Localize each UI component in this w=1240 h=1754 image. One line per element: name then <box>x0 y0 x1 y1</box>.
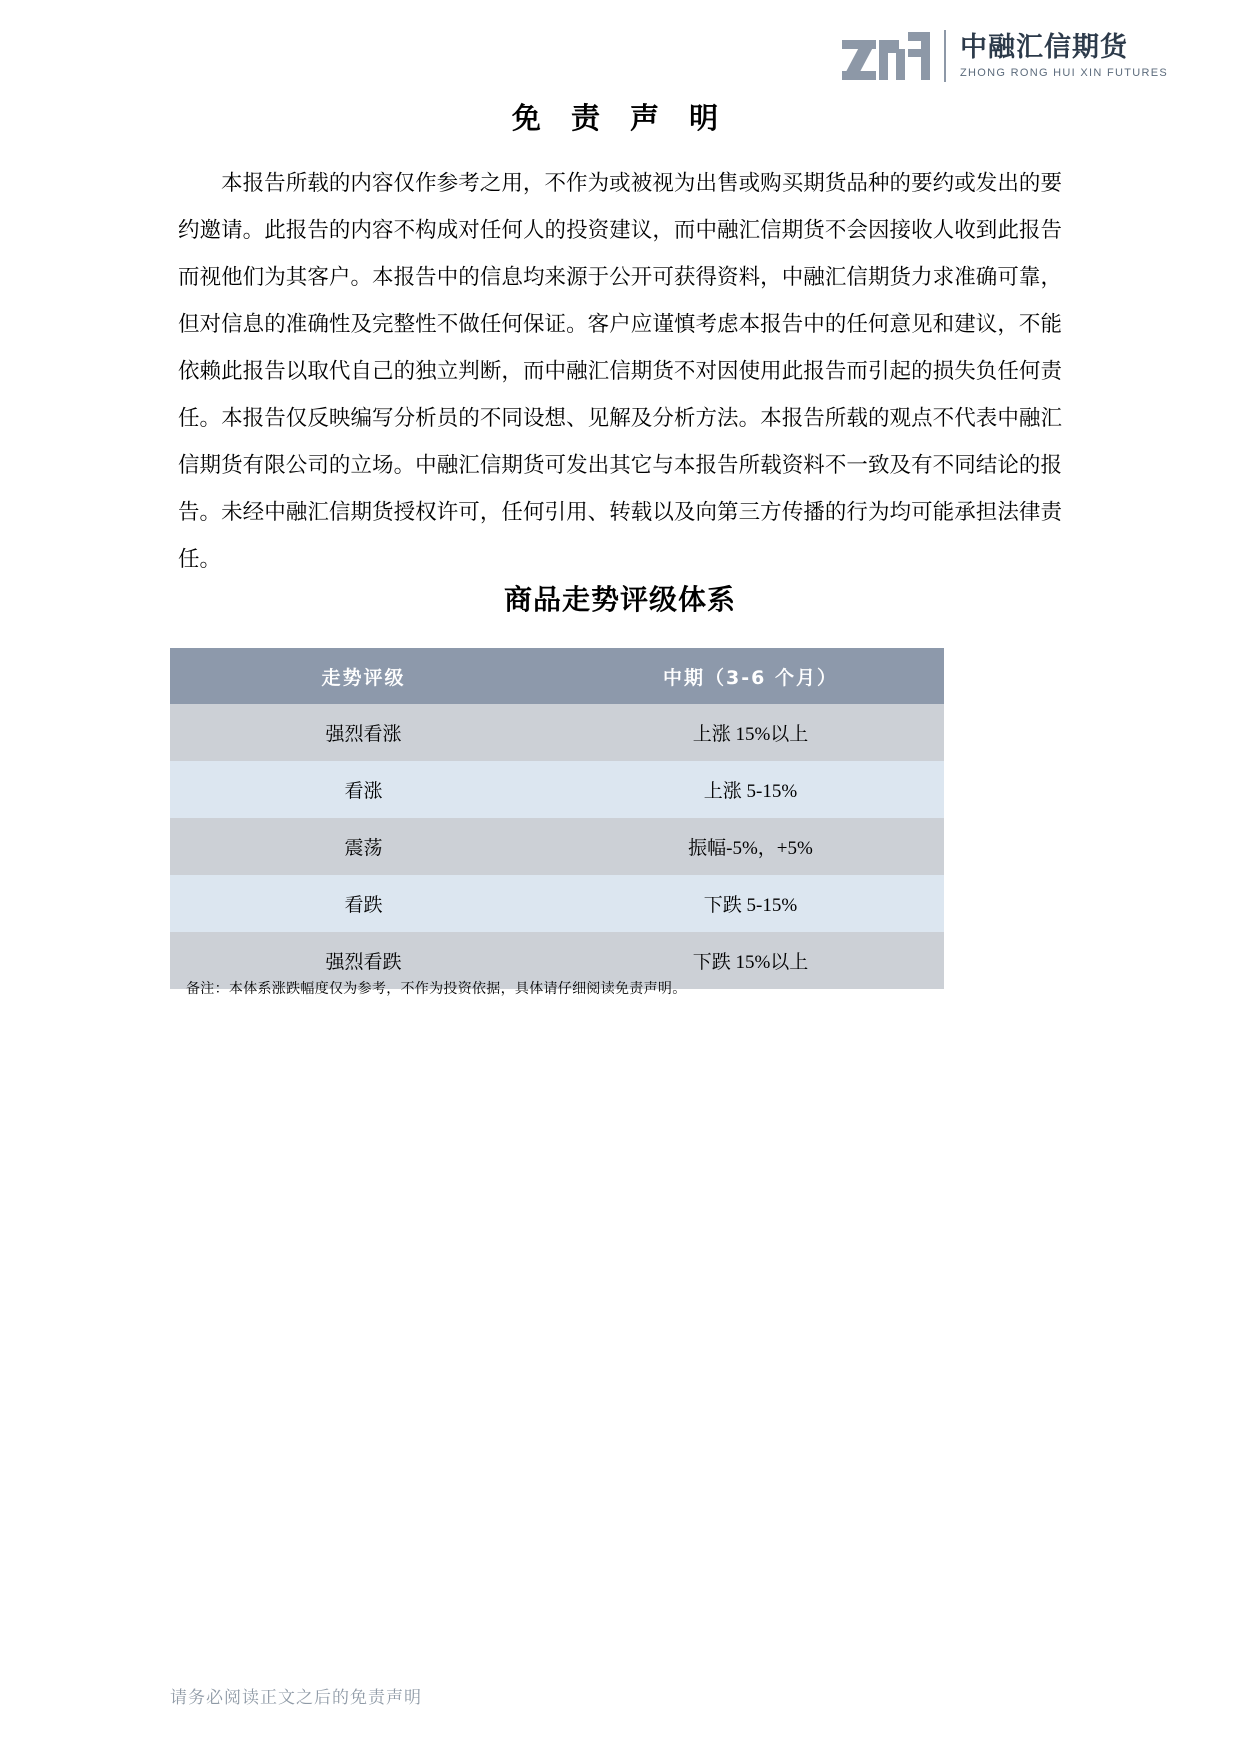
cell-range: 上涨 5-15% <box>557 761 944 818</box>
table-row <box>170 875 944 932</box>
table-row <box>170 704 944 761</box>
znf-logo-icon <box>842 32 930 80</box>
table-row <box>170 818 944 875</box>
table-header-row <box>170 648 944 704</box>
table-row <box>170 761 944 818</box>
table-note: 备注：本体系涨跌幅度仅为参考，不作为投资依据，具体请仔细阅读免责声明。 <box>186 981 687 997</box>
cell-range: 下跌 15%以上 <box>557 932 944 989</box>
cell-range: 上涨 15%以上 <box>557 704 944 761</box>
column-header-rating: 走势评级 <box>170 648 557 704</box>
company-name-en: ZHONG RONG HUI XIN FUTURES <box>960 66 1168 79</box>
cell-rating: 震荡 <box>170 818 557 875</box>
company-name-cn: 中融汇信期货 <box>960 32 1129 64</box>
cell-range: 振幅-5%，+5% <box>557 818 944 875</box>
cell-rating: 强烈看涨 <box>170 704 557 761</box>
disclaimer-paragraph: 本报告所载的内容仅作参考之用，不作为或被视为出售或购买期货品种的要约或发出的要约邀请。此报告的内容不构成对任何人的投资建议，而中融汇信期货不会因接收人收到此报告而视他们为其客户。本报告中的信息均来源于公开可获得资料，中融汇信期货力求准确可靠，但对信息的准确性及完整性不做任何保证。客户应谨慎考虑本报告中的任何意见和建议，不能依赖此报告以取代自己的独立判断，而中融汇信期货不对因使用此报告而引起的损失负任何责任。本报告仅反映编写分析员的不同设想、见解及分析方法。本报告所载的观点不代表中融汇信期货有限公司的立场。中融汇信期货可发出其它与本报告所载资料不一致及有不同结论的报告。未经中融汇信期货授权许可，任何引用、转载以及向第三方传播的行为均可能承担法律责任。 <box>178 171 1062 571</box>
page-footer: 请务必阅读正文之后的免责声明 <box>170 1688 422 1708</box>
cell-rating: 看涨 <box>170 761 557 818</box>
logo-text-block <box>944 30 1168 82</box>
page-title: 免 责 声 明 <box>511 101 729 135</box>
cell-rating: 强烈看跌 <box>170 932 557 989</box>
rating-system-table <box>170 648 944 989</box>
column-header-midterm: 中期（3-6 个月） <box>557 648 944 704</box>
company-logo <box>842 28 1168 84</box>
disclaimer-block <box>178 160 1062 583</box>
cell-range: 下跌 5-15% <box>557 875 944 932</box>
cell-rating: 看跌 <box>170 875 557 932</box>
section-title: 商品走势评级体系 <box>503 583 736 616</box>
